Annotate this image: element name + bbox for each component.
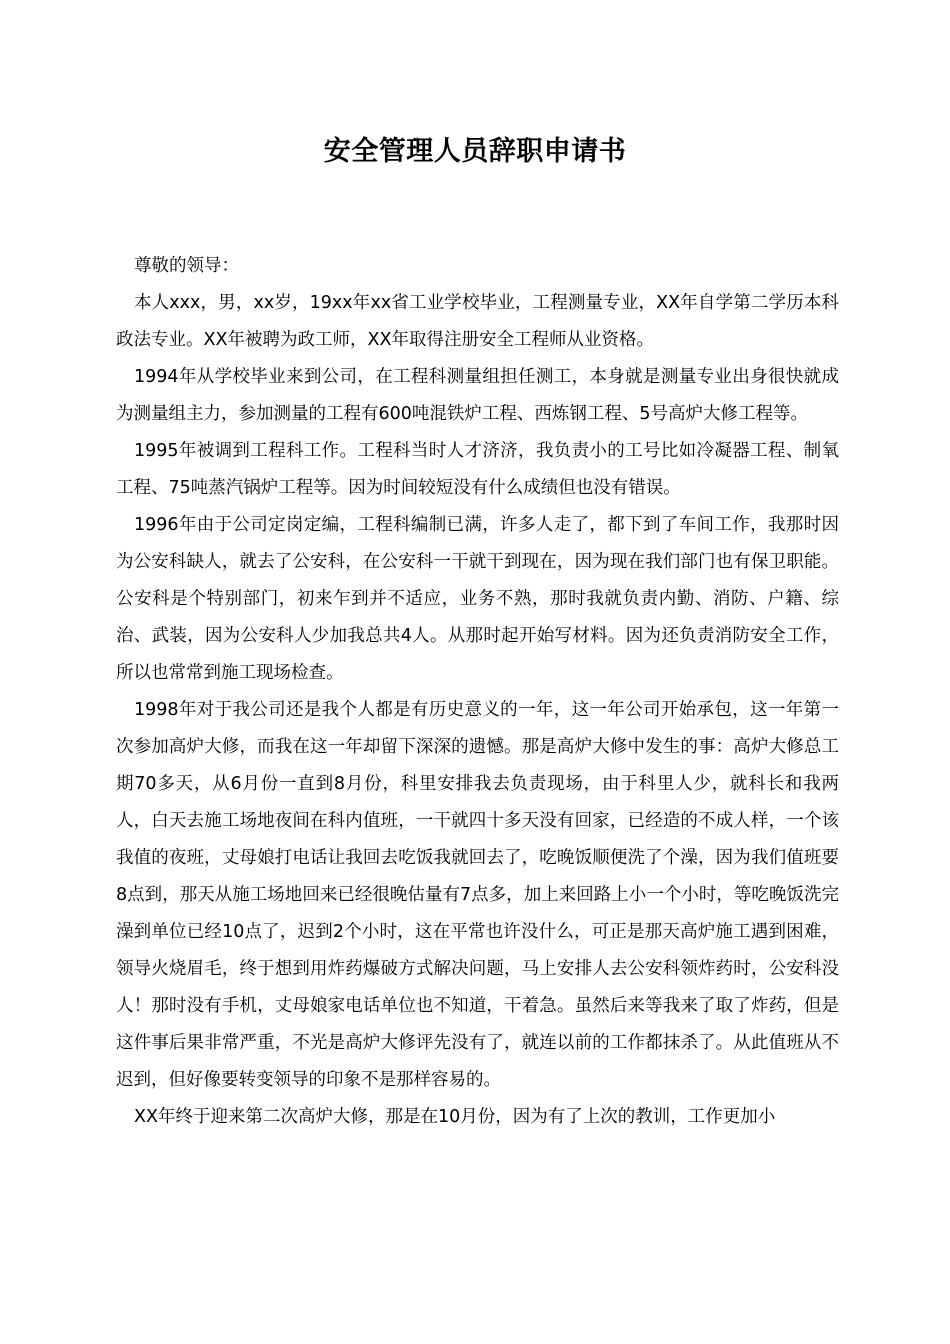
paragraph-1998: 1998年对于我公司还是我个人都是有历史意义的一年，这一年公司开始承包，这一年第一次参加高炉大修，而我在这一年却留下深深的遗憾。那是高炉大修中发生的事：高炉大修总工期70多天，从6月份一直到8月份，科里安排我去负责现场，由于科里人少，就科长和我两人，白天去施工场地夜间在科内值班，一干就四十多天没有回家，已经造的不成人样，一个该我值的夜班，丈母娘打电话让我回去吃饭我就回去了，吃晚饭顺便洗了个澡，因为我们值班要8点到，那天从施工场地回来已经很晚估量有7点多，加上来回路上小一个小时，等吃晚饭洗完澡到单位已经10点了，迟到2个小时，这在平常也许没什么，可正是那天高炉施工遇到困难，领导火烧眉毛，终于想到用炸药爆破方式解决问题，马上安排人去公安科领炸药时，公安科没人！那时没有手机，丈母娘家电话单位也不知道，干着急。虽然后来等我来了取了炸药，但是这件事后果非常严重，不光是高炉大修评先没有了，就连以前的工作都抹杀了。从此值班从不迟到，但好像要转变领导的印象不是那样容易的。 xyxy=(116,700,839,1090)
document-title: 安全管理人员辞职申请书 xyxy=(323,136,627,167)
paragraph-personal-info: 本人xxx，男，xx岁，19xx年xx省工业学校毕业，工程测量专业，XX年自学第二学历本科政法专业。XX年被聘为政工师，XX年取得注册安全工程师从业资格。 xyxy=(116,293,839,350)
paragraph-second-overhaul: XX年终于迎来第二次高炉大修，那是在10月份，因为有了上次的教训，工作更加小 xyxy=(134,1107,776,1127)
paragraph-1995: 1995年被调到工程科工作。工程科当时人才济济，我负责小的工号比如冷凝器工程、制氧工程、75吨蒸汽锅炉工程等。因为时间较短没有什么成绩但也没有错误。 xyxy=(116,441,839,498)
paragraph-1996: 1996年由于公司定岗定编，工程科编制已满，许多人走了，都下到了车间工作，我那时因为公安科缺人，就去了公安科，在公安科一干就干到现在，因为现在我们部门也有保卫职能。公安科是个特别部门，初来乍到并不适应，业务不熟，那时我就负责内勤、消防、户籍、综治、武装，因为公安科人少加我总共4人。从那时起开始写材料。因为还负责消防安全工作，所以也常常到施工现场检查。 xyxy=(116,515,839,683)
paragraph-1994: 1994年从学校毕业来到公司，在工程科测量组担任测工，本身就是测量专业出身很快就成为测量组主力，参加测量的工程有600吨混铁炉工程、西炼钢工程、5号高炉大修工程等。 xyxy=(116,367,839,424)
document-body xyxy=(116,248,839,1136)
greeting: 尊敬的领导： xyxy=(134,256,239,276)
